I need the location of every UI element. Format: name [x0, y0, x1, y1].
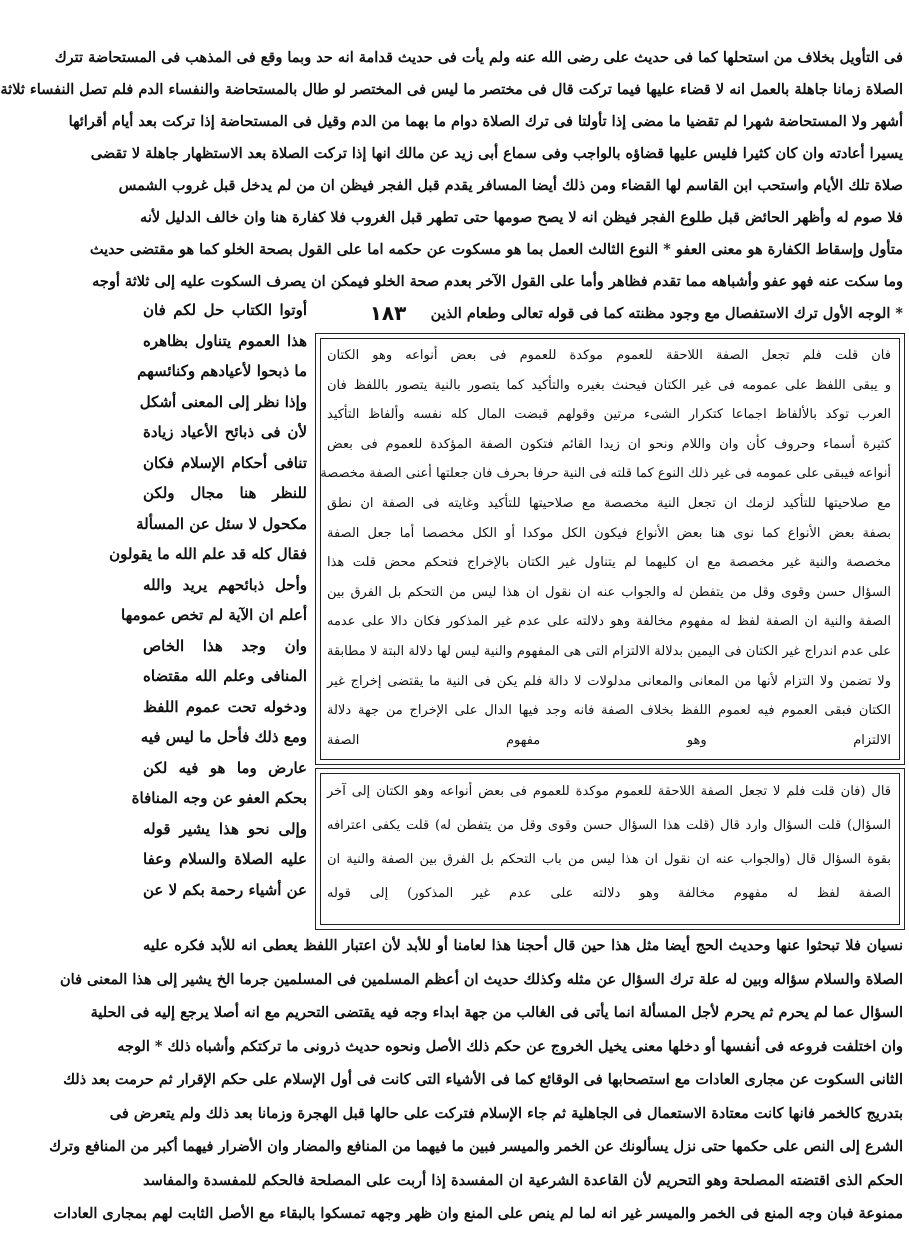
text-line: أشهر ولا المستحاضة شهرا لم تقضيا ما مضى إذا تأولتا فى ترك الصلاة دوام ما بهما من الدم وقيل فى المستحاضة إذا تركت بعد أيام أقرائها [68, 113, 903, 130]
side-text-line: ومع ذلك فأحل ما ليس فيه [140, 728, 307, 746]
text-line: ممنوعة فبان وجه المنع فى الخمر والميسر غير انه لما لم ينص على المنع وان ظهر وجهه تمسكوا بالبقاء مع الأصل الثابت لهم بمجارى العادات [53, 1205, 903, 1222]
text-line: الشرع إلى النص على حكمها حتى نزل يسألونك عن الخمر والميسر فبين ما فيهما من المنافع والمضار وان الأضرار فيهما أكبر من المنافع وترك [49, 1138, 903, 1155]
text-line: يسيرا أعادته وان كان كثيرا فليس عليها قضاؤه بالواجب وفى سماع أبى زيد عن مالك انها إذا تركت الصلاة بعد الاستظهار جاهلة لا تقضى [90, 145, 903, 162]
text-line: الحكم الذى اقتضته المصلحة وهو التحريم لأن القاعدة الشرعية ان المفسدة إذا أربت على المصلحة فالحكم للمفسدة والمفاسد [143, 1171, 903, 1189]
box-text-line: كثيرة أسماء وحروف كأن وان واللام ونحو ان زيدا القائم فتكون الصفة المؤكدة للعموم فى بعض [327, 436, 891, 452]
side-text-line: أعلم ان الآية لم تخص عمومها [121, 606, 307, 624]
side-text-line: مكحول لا سئل عن المسألة [136, 514, 307, 533]
box-text-line: قال (فان قلت فلم لا تجعل الصفة اللاحقة للعموم موكدة للعموم فى بعض أنواعه وهو الكتان إلى آخر [327, 784, 891, 799]
side-text-line: فقال كله قد علم الله ما يقولون [109, 545, 307, 563]
box-text-line: و يبقى اللفظ على عمومه فى غير الكتان فيحنث بغيره والتأكيد كما يتصور بالنية يتصور باللفظ فان [327, 377, 891, 393]
side-text-line: تنافى أحكام الإسلام فكان [143, 453, 307, 472]
side-text-line: للنظر هنا مجال ولكن [143, 484, 307, 502]
side-text-line: بحكم العفو عن وجه المنافاة [131, 789, 307, 807]
box-text-line: بقوة السؤال قال (والجواب عنه ان نقول ان هذا ليس من باب التحكم بل الفرق بين الصفة والنية ان [327, 852, 891, 867]
box-text-line: مخصصة والنية غير مخصصة مع ان كليهما لم يتناول غير الكتان بالإخراج فتحكم محض قلت هذا [327, 555, 891, 571]
text-line: الصلاة والسلام سؤاله وبين له علة ترك السؤال عن مثله وكذلك حديث ان أعظم المسلمين فى المسلمين جرما الخ يشير إلى هذا المعنى فان [60, 970, 903, 988]
box-text-line: الصفة والنية ان الصفة لفظ له مفهوم مخالفة وهو دلالته على عدم غير المذكور فكان دالا على عدمه [327, 614, 891, 630]
side-text-line: وإذا نظر إلى المعنى أشكل [139, 392, 307, 411]
page-number: ١٨٣ [369, 301, 407, 325]
text-line: الثانى السكوت عن مجارى العادات مع استصحابها فى الوقائع كما فى الأشياء التى كانت فى أول الإسلام على حكم الإقرار ثم حرمت بعد ذلك [63, 1071, 903, 1088]
side-text-line: عن أشياء رحمة بكم لا عن [143, 880, 307, 899]
box-text-line: مع صلاحيتها للتأكيد لزمك ان تجعل النية مخصصة مع صلاحيتها للتأكيد وغايته فى الصفة ان نطق [327, 496, 891, 511]
side-text-line: المنافى وعلم الله مقتضاه [143, 667, 307, 685]
text-line: نسيان فلا تبحثوا عنها وحديث الحج أيضا مثل هذا حين قال أحجنا هذا لعامنا أو للأبد لأن اعتبار اللفظ يعطى انه للأبد فكره عليه [143, 937, 903, 954]
text-line: وان اختلفت فروعه فى أنفسها أو دخلها معنى يخيل الخروج عن حكم ذلك الأصل ونحوه حديث ذرونى ما تركتكم وأشباه ذلك * الوجه [117, 1037, 903, 1055]
text-line: الصلاة زمانا جاهلة بالعمل انه لا قضاء عليها فيما تركت قال فى مختصر ما ليس فى المختصر لو طال بالمستحاضة والنفساء الدم فلم تصل النفساء ثلاثة [0, 81, 903, 98]
box-text-line: ولا تضمن ولا التزام لأنها من المعانى والمعانى مدلولات لا دالة فلم يكن فى النية ما يقتضى إخراج غير [327, 673, 891, 689]
text-line: وما سكت عنه فهو عفو وأشباهه مما تقدم فظاهر وأما على القول الآخر بعدم صحة الخلو فيمكن ان يصرف السكوت عليه إلى ثلاثة أوجه [92, 273, 903, 290]
box-text-line: الالتزام وهو مفهوم الصفة [327, 732, 891, 748]
box-text-line: الصفة لفظ له مفهوم مخالفة وهو دلالته على عدم غير المذكور) إلى قوله [327, 886, 891, 901]
text-line: فلا صوم له وأظهر الحائض قبل طلوع الفجر فيظن انه لا يصح صومها حتى تطهر قبل الغروب فلا كفارة هنا وان خالف الدليل لأنه [140, 209, 903, 226]
side-text-line: لأن فى ذبائح الأعياد زيادة [143, 423, 307, 441]
side-text-line: هذا العموم يتناول بظاهره [143, 331, 307, 350]
side-text-line: عليه الصلاة والسلام وعفا [143, 850, 307, 868]
box-text-line: فان قلت فلم تجعل الصفة اللاحقة للعموم موكدة للعموم فى بعض أنواعه وهو الكتان [327, 348, 891, 363]
box-text-line: الكتان فبقى العموم فيه لعموم اللفظ بخلاف الصفة فانه وجد فيها الدال على الإخراج من جهة دلالة [327, 703, 891, 719]
box-text-line: بصفة بعض الأنواع كما نوى هنا بعض الأنواع فيكون الكل موكدا أو الكل مخصصا أما جعل الصفة [327, 525, 891, 541]
side-text-line: عارض وما هو فيه لكن [143, 758, 307, 777]
side-text-line: ودخوله تحت عموم اللفظ [143, 697, 307, 716]
text-line: بتدريج كالخمر فانها كانت معتادة الاستعمال فى الجاهلية ثم جاء الإسلام فتركت على حالها قبل الهجرة وزمانا بعد ذلك ولم يتعرض فى [109, 1104, 903, 1122]
text-line: صلاة تلك الأيام واستحب ابن القاسم لها القضاء ومن ذلك أيضا المسافر يقدم قبل الفجر فيظن ان من لم يدخل قبل غروب الشمس [118, 177, 903, 194]
text-line: السؤال عما لم يحرم ثم يحرم لأجل المسألة انما يأتى فى الغالب من جهة ابداء وجه فيه يقتضى التحريم مع انه أصلا يرجع إليه فى الحلية [90, 1004, 903, 1021]
box-text-line: أنواعه فيبقى على عمومه فى غير ذلك النوع كما قلته فى النية حرفا بحرف فان جعلتها أعنى الصفة مخصصة [320, 466, 891, 482]
box-text-line: العرب توكد بالألفاظ اجماعا كتكرار الشىء مرتين وقولهم قبضت المال كله نفسه وألفاظ التأكيد [327, 407, 891, 423]
side-text-line: ما ذبحوا لأعيادهم وكنائسهم [137, 362, 307, 380]
box-text-line: على عدم اندراج غير الكتان فى اليمين بدلالة الالتزام التى هى المفهوم والنية ليس لها دلالة البتة لا مطابقة [327, 644, 891, 659]
commentary-box-1 [315, 333, 905, 765]
text-line: * الوجه الأول ترك الاستفصال مع وجود مظنته كما فى قوله تعالى وطعام الذين [430, 305, 903, 322]
commentary-box-1-inner-border [320, 338, 900, 760]
text-line: متأول وإسقاط الكفارة هو معنى العفو * النوع الثالث العمل بما هو مسكوت عن حكمه اما على القول بصحة الخلو كما هو مقتضى حديث [89, 241, 903, 258]
side-text-line: أوتوا الكتاب حل لكم فان [143, 301, 307, 319]
box-text-line: السؤال) قلت السؤال وارد قال (قلت هذا السؤال حسن وقوى وقل من يتفطن له) قلت يكفى اعترافه [327, 818, 891, 833]
side-text-line: وان وجد هذا الخاص [143, 636, 307, 655]
box-text-line: السؤال حسن وقوى وقل من يتفطن له والجواب عنه ان نقول ان هذا ليس من التحكم بل الفرق بين [327, 584, 891, 600]
side-text-line: وأحل ذبائحهم يريد والله [143, 575, 307, 594]
side-text-line: وإلى نحو هذا يشير قوله [143, 819, 307, 838]
text-line: فى التأويل بخلاف من استحلها كما فى حديث على رضى الله عنه ولم يأت فى حديث قدامة انه حد وبما وقع فى المذهب فى المستحاضة تترك [54, 49, 903, 66]
